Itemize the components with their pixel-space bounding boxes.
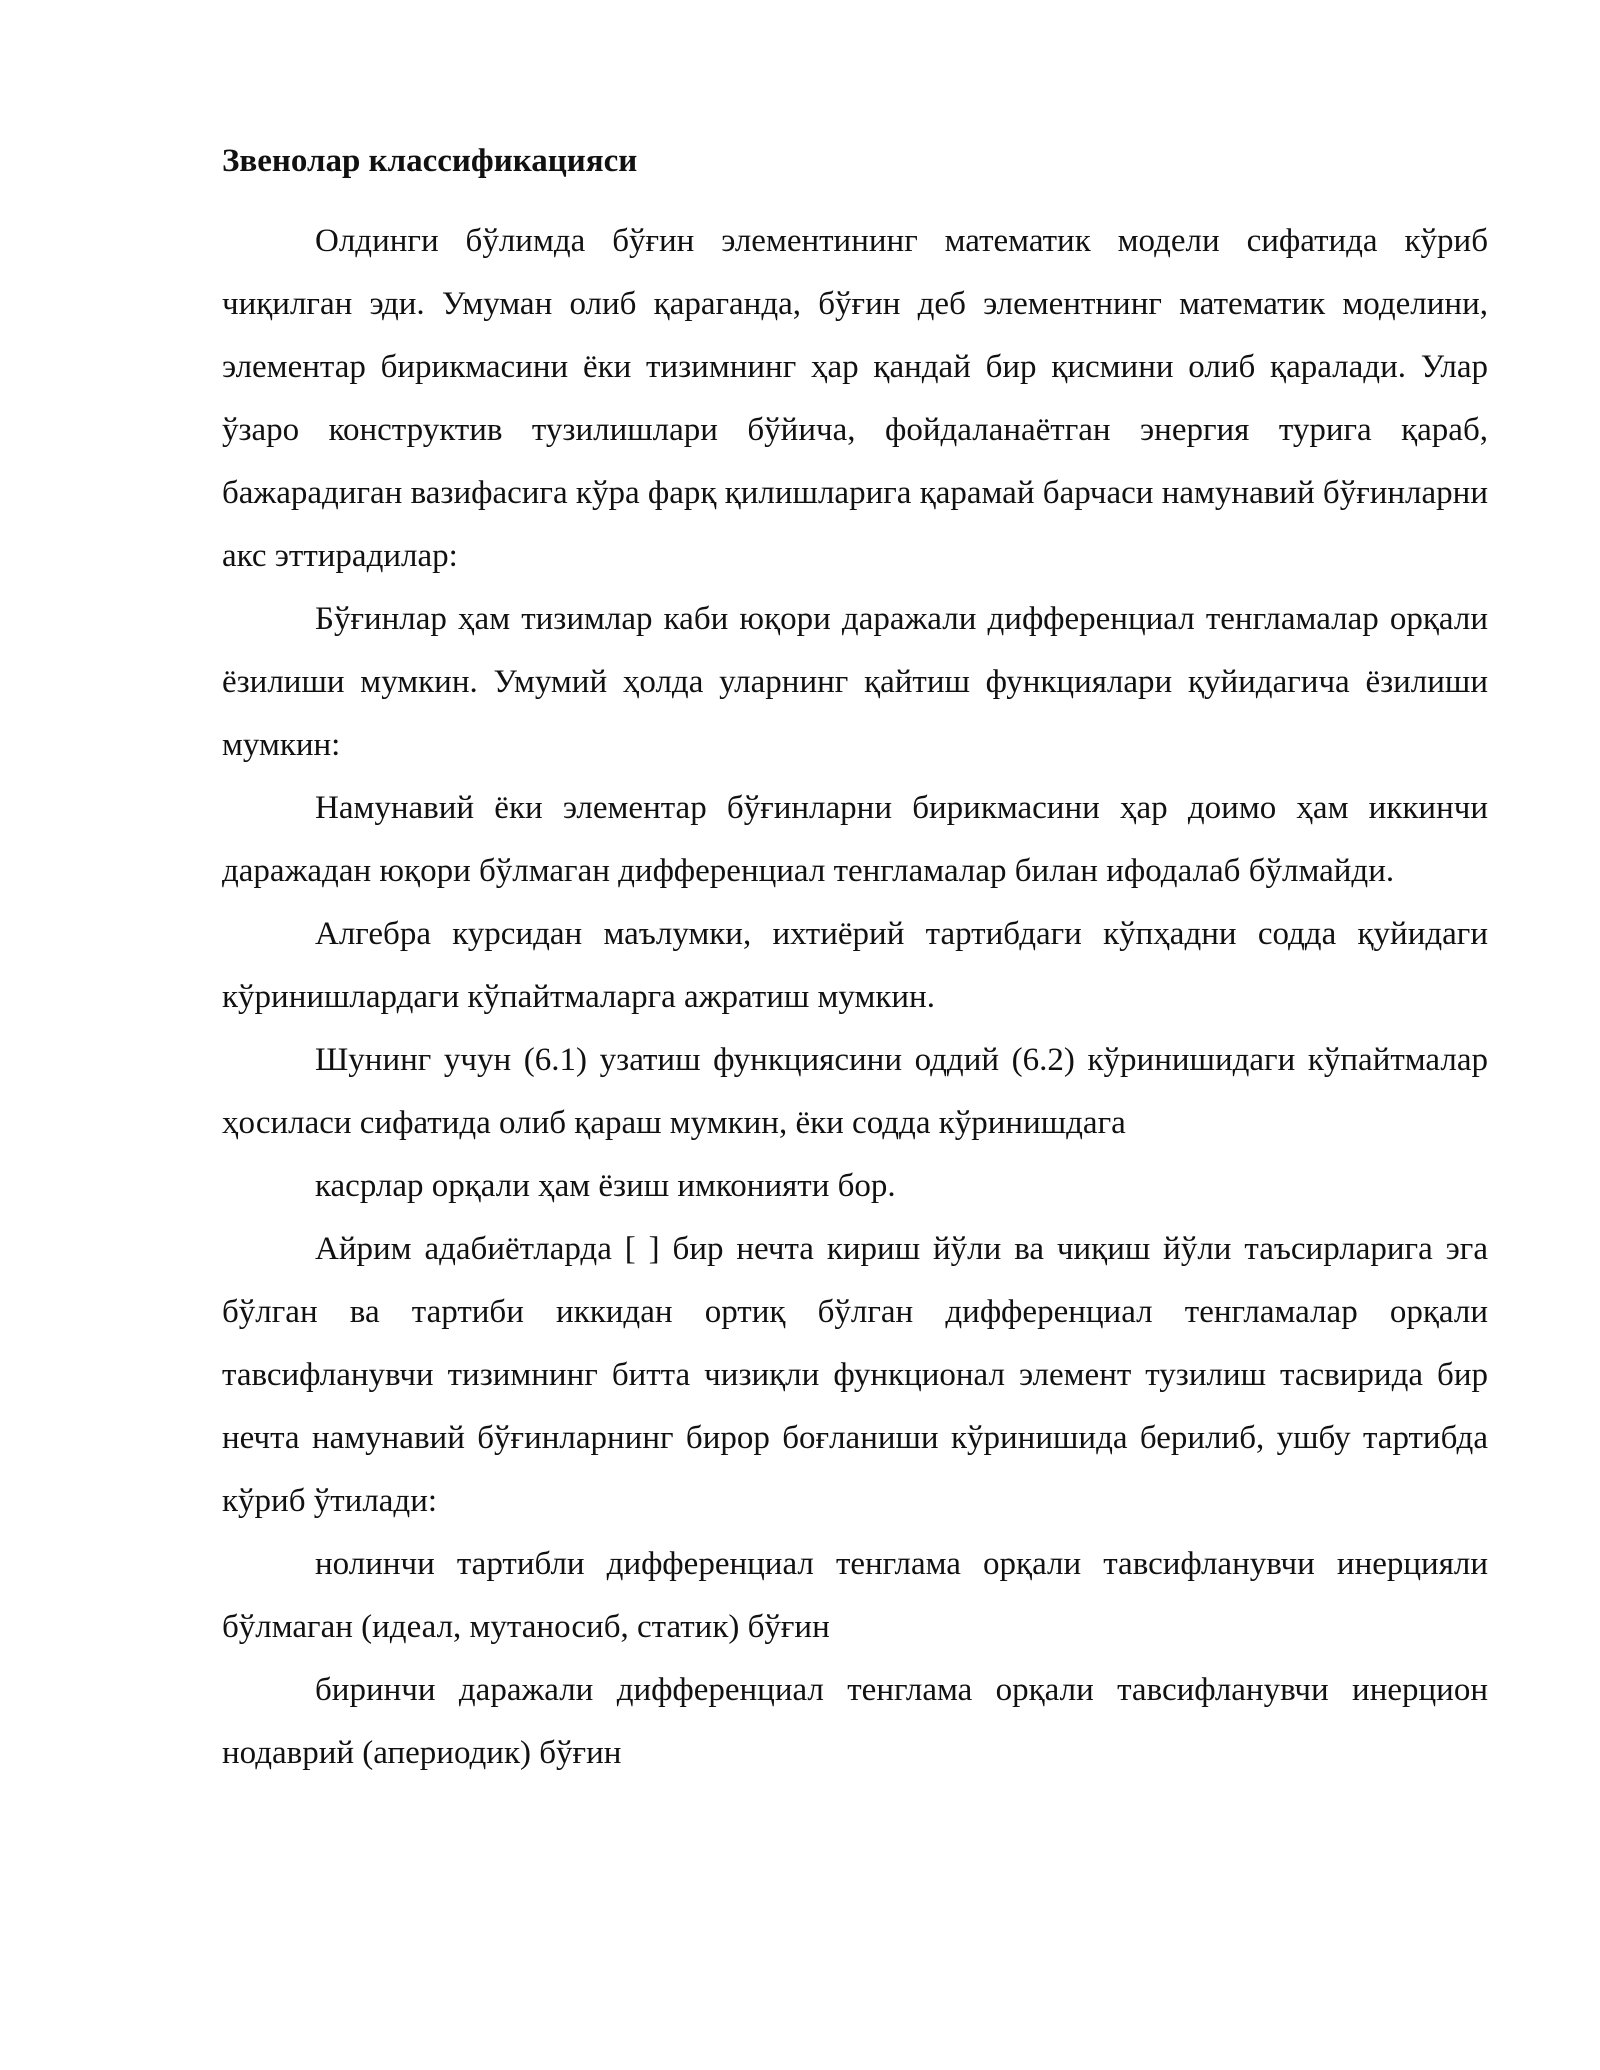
paragraph-8: нолинчи тартибли дифференциал тенглама орқали тавсифланувчи инерцияли бўлмаган (идеал, мутаносиб, статик) бўғин — [222, 1546, 1488, 1645]
section-heading: Звенолар классификацияси — [222, 143, 638, 179]
paragraph-3: Намунавий ёки элементар бўғинларни бирикмасини ҳар доимо ҳам иккинчи даражадан юқори бўлмаган дифференциал тенгламалар билан ифодалаб бўлмайди. — [222, 790, 1488, 889]
paragraph-5: Шунинг учун (6.1) узатиш функциясини оддий (6.2) кўринишидаги кўпайтмалар ҳосиласи сифатида олиб қараш мумкин, ёки содда кўринишдага — [222, 1042, 1488, 1141]
paragraph-7: Айрим адабиётларда [ ] бир нечта кириш йўли ва чиқиш йўли таъсирларига эга бўлган ва тартиби иккидан ортиқ бўлган дифференциал тенгламалар орқали тавсифланувчи тизимнинг битта чизиқли функционал элемент тузилиш тасвирида бир нечта намунавий бўғинларнинг бирор боғланиши кўринишида берилиб, ушбу тартибда кўриб ўтилади: — [222, 1231, 1488, 1519]
paragraph-2: Бўғинлар ҳам тизимлар каби юқори даражали дифференциал тенгламалар орқали ёзилиши мумкин. Умумий ҳолда уларнинг қайтиш функциялари қуйидагича ёзилиши мумкин: — [222, 601, 1488, 763]
paragraph-9: биринчи даражали дифференциал тенглама орқали тавсифланувчи инерцион нодаврий (апериодик) бўғин — [222, 1672, 1488, 1771]
paragraph-6: касрлар орқали ҳам ёзиш имконияти бор. — [315, 1168, 896, 1204]
paragraph-4: Алгебра курсидан маълумки, ихтиёрий тартибдаги кўпҳадни содда қуйидаги кўринишлардаги кўпайтмаларга ажратиш мумкин. — [222, 916, 1488, 1015]
document-page — [222, 140, 1488, 1785]
paragraph-1: Олдинги бўлимда бўғин элементининг математик модели сифатида кўриб чиқилган эди. Умуман олиб қараганда, бўғин деб элементнинг математик моделини, элементар бирикмасини ёки тизимнинг ҳар қандай бир қисмини олиб қаралади. Улар ўзаро конструктив тузилишлари бўйича, фойдаланаётган энергия турига қараб, бажарадиган вазифасига кўра фарқ қилишларига қарамай барчаси намунавий бўғинларни акс эттирадилар: — [222, 223, 1488, 574]
